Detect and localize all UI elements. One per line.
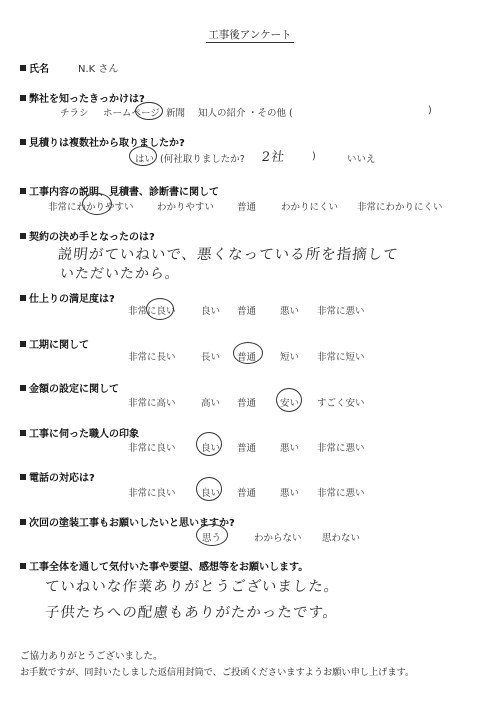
option-cheap: 安い	[280, 398, 300, 409]
answer-circle	[196, 477, 222, 501]
option-good: 良い	[201, 488, 221, 499]
option-normal: 普通	[237, 443, 257, 454]
option-high: 高い	[201, 398, 221, 409]
question-estimates: 見積りは複数社から取りましたか?	[20, 134, 185, 149]
question-craftsmen: 工事に伺った職人の印象	[20, 425, 139, 440]
option-very-long: 非常に長い	[128, 352, 176, 363]
option-no: 思わない	[322, 533, 361, 544]
name-label: 氏名	[20, 60, 49, 75]
option-very-bad: 非常に悪い	[317, 443, 365, 454]
bullet-square-icon	[20, 139, 26, 145]
option-good: 良い	[201, 306, 221, 317]
option-bad: 悪い	[280, 488, 300, 499]
answer-circle	[196, 432, 222, 456]
question-schedule: 工期に関して	[20, 336, 89, 351]
question-phone-support: 電話の対応は?	[20, 469, 95, 484]
option-homepage: ホームページ	[103, 108, 160, 119]
option-clear: わかりやすい	[157, 202, 215, 213]
option-bad: 悪い	[280, 443, 300, 454]
handwritten-answer-line2: いただいたから。	[59, 266, 181, 282]
bullet-square-icon	[20, 95, 26, 101]
option-other: ・その他 (	[248, 108, 293, 119]
bullet-square-icon	[20, 519, 26, 525]
answer-circle	[276, 388, 302, 412]
question-pricing: 金額の設定に関して	[20, 380, 119, 395]
bullet-square-icon	[20, 188, 26, 194]
handwritten-answer-line1: 説明がていねいで、悪くなっている所を指摘して	[57, 247, 400, 263]
option-bad: 悪い	[280, 306, 300, 317]
option-good: 良い	[201, 443, 221, 454]
answer-circle	[233, 342, 263, 364]
option-yes: 思う	[202, 533, 222, 544]
handwritten-count: 2社	[261, 150, 286, 165]
footer-thanks: ご協力ありがとうございました。	[20, 651, 163, 662]
option-flyer: チラシ	[60, 108, 89, 119]
bullet-square-icon	[20, 233, 26, 239]
bullet-square-icon	[20, 295, 26, 301]
question-deciding-factor: 契約の決め手となったのは?	[20, 228, 155, 243]
option-referral: 知人の紹介	[198, 108, 246, 119]
answer-circle	[82, 193, 112, 215]
option-other-close: )	[428, 105, 432, 116]
option-normal: 普通	[237, 202, 257, 213]
bullet-square-icon	[20, 65, 26, 71]
answer-circle	[196, 524, 228, 546]
option-normal: 普通	[237, 306, 257, 317]
option-normal: 普通	[237, 398, 257, 409]
option-unclear: わかりにくい	[281, 202, 339, 213]
option-detail-close: )	[312, 151, 316, 162]
answer-circle	[146, 298, 174, 320]
bullet-square-icon	[20, 474, 26, 480]
option-long: 長い	[201, 352, 221, 363]
option-very-good: 非常に良い	[128, 488, 176, 499]
option-very-bad: 非常に悪い	[317, 488, 365, 499]
answer-circle	[135, 102, 163, 120]
option-very-bad: 非常に悪い	[317, 306, 365, 317]
question-source: 弊社を知ったきっかけは?	[20, 90, 145, 105]
question-satisfaction: 仕上りの満足度は?	[20, 290, 115, 305]
question-explanation: 工事内容の説明、見積書、診断書に関して	[20, 183, 219, 198]
bullet-square-icon	[20, 341, 26, 347]
question-comments: 工事全体を通して気付いた事や要望、感想等をお願いします。	[20, 558, 308, 573]
bullet-square-icon	[20, 430, 26, 436]
option-yes: はい	[135, 154, 155, 165]
option-unsure: わからない	[254, 533, 302, 544]
question-next-project: 次回の塗装工事もお願いしたいと思いますか?	[20, 514, 235, 529]
option-no: いいえ	[347, 154, 376, 165]
answer-circle	[129, 146, 157, 166]
option-newspaper: 新聞	[166, 108, 186, 119]
option-very-unclear: 非常にわかりにくい	[357, 202, 443, 213]
option-very-clear: 非常にわかりやすい	[48, 202, 134, 213]
handwritten-comment-line2: 子供たちへの配慮もありがたかったです。	[44, 605, 340, 621]
page-title: 工事後アンケート	[208, 29, 292, 41]
option-detail: (何社取りましたか?	[160, 154, 245, 165]
option-normal: 普通	[237, 488, 257, 499]
option-very-short: 非常に短い	[317, 352, 365, 363]
option-very-good: 非常に良い	[128, 443, 176, 454]
option-very-high: 非常に高い	[128, 398, 176, 409]
option-very-good: 非常に良い	[128, 306, 176, 317]
option-very-cheap: すごく安い	[317, 398, 365, 409]
footer-instructions: お手数ですが、同封いたしました返信用封筒で、ご投函くださいますようお願い申し上げます。	[20, 667, 415, 678]
option-short: 短い	[280, 352, 300, 363]
bullet-square-icon	[20, 385, 26, 391]
handwritten-comment-line1: ていねいな作業ありがとうございました。	[44, 579, 341, 595]
option-normal: 普通	[237, 352, 257, 363]
name-value: N.K さん	[78, 64, 119, 75]
bullet-square-icon	[20, 563, 26, 569]
